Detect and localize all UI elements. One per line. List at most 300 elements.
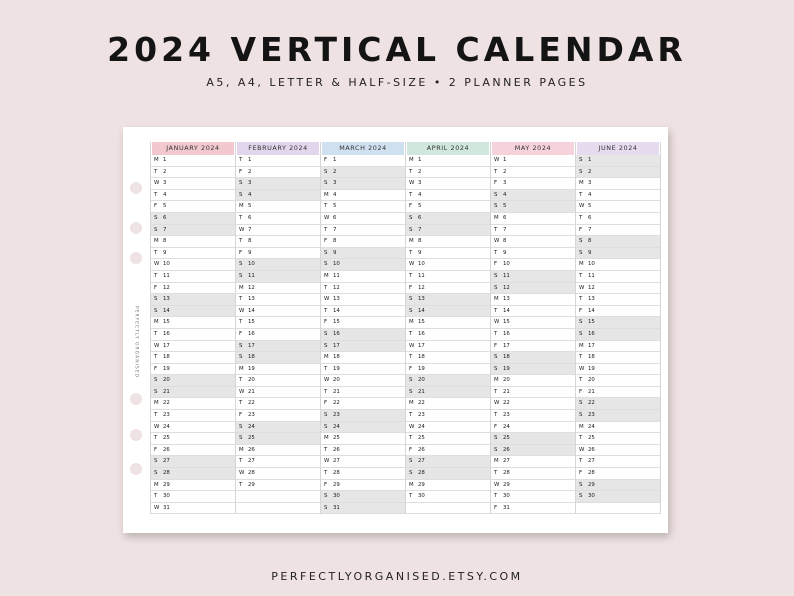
- weekday-letter: S: [154, 470, 158, 477]
- weekday-letter: S: [154, 377, 158, 384]
- weekday-letter: S: [154, 458, 158, 465]
- day-row: [406, 178, 490, 190]
- day-row: [576, 480, 660, 492]
- day-row: [491, 294, 575, 306]
- day-number: 13: [418, 296, 425, 303]
- day-number: 16: [163, 330, 170, 337]
- weekday-letter: F: [409, 284, 413, 291]
- day-row: [151, 167, 235, 179]
- day-number: 12: [163, 284, 170, 291]
- day-number: 2: [418, 168, 422, 175]
- day-number: 23: [333, 412, 340, 419]
- day-number: 14: [588, 307, 595, 314]
- day-number: 17: [418, 342, 425, 349]
- day-row: [491, 364, 575, 376]
- day-number: 21: [248, 388, 255, 395]
- day-row: [321, 283, 405, 295]
- day-row: [491, 422, 575, 434]
- weekday-letter: M: [324, 354, 329, 361]
- day-number: 2: [503, 168, 507, 175]
- weekday-letter: M: [494, 296, 499, 303]
- day-row: [491, 178, 575, 190]
- day-number: 11: [418, 272, 425, 279]
- day-number: 10: [588, 261, 595, 268]
- day-row: [151, 236, 235, 248]
- day-row: [491, 167, 575, 179]
- day-row: [576, 341, 660, 353]
- day-row: [491, 248, 575, 260]
- day-row: [236, 283, 320, 295]
- weekday-letter: W: [579, 284, 585, 291]
- month-column: [321, 142, 406, 514]
- weekday-letter: S: [324, 423, 328, 430]
- day-number: 2: [588, 168, 592, 175]
- day-number: 9: [588, 249, 592, 256]
- day-row: [236, 201, 320, 213]
- day-row: [236, 155, 320, 167]
- month-header: MARCH 2024: [322, 142, 404, 155]
- day-number: 6: [163, 214, 167, 221]
- weekday-letter: T: [409, 249, 413, 256]
- footer-url: PERFECTLYORGANISED.ETSY.COM: [271, 570, 523, 583]
- weekday-letter: F: [324, 238, 328, 245]
- day-row: [406, 341, 490, 353]
- weekday-letter: S: [494, 435, 498, 442]
- weekday-letter: W: [154, 504, 160, 511]
- weekday-letter: S: [494, 203, 498, 210]
- weekday-letter: F: [324, 157, 328, 163]
- day-row: [491, 341, 575, 353]
- weekday-letter: W: [324, 458, 330, 465]
- day-row: [406, 387, 490, 399]
- day-number: 31: [333, 504, 340, 511]
- day-row: [491, 317, 575, 329]
- day-number: 22: [588, 400, 595, 407]
- weekday-letter: M: [324, 272, 329, 279]
- day-row: [236, 433, 320, 445]
- day-number: 12: [503, 284, 510, 291]
- weekday-letter: S: [239, 342, 243, 349]
- day-row: [236, 248, 320, 260]
- day-row: [576, 225, 660, 237]
- day-number: 21: [588, 388, 595, 395]
- day-row: [576, 306, 660, 318]
- weekday-letter: T: [494, 388, 498, 395]
- day-row: [321, 248, 405, 260]
- month-column: [150, 142, 236, 514]
- weekday-letter: S: [324, 493, 328, 500]
- weekday-letter: S: [494, 446, 498, 453]
- day-number: 30: [418, 493, 425, 500]
- weekday-letter: M: [154, 400, 159, 407]
- day-row: [151, 433, 235, 445]
- weekday-letter: S: [154, 214, 158, 221]
- weekday-letter: S: [494, 354, 498, 361]
- day-number: 28: [248, 470, 255, 477]
- day-row: [151, 375, 235, 387]
- day-row: [236, 491, 320, 503]
- day-number: 28: [163, 470, 170, 477]
- weekday-letter: T: [324, 365, 328, 372]
- weekday-letter: F: [324, 400, 328, 407]
- day-number: 7: [588, 226, 592, 233]
- weekday-letter: S: [579, 238, 583, 245]
- day-number: 20: [588, 377, 595, 384]
- day-number: 15: [163, 319, 170, 326]
- day-row: [236, 306, 320, 318]
- day-row: [151, 352, 235, 364]
- day-number: 1: [503, 157, 507, 163]
- weekday-letter: S: [409, 458, 413, 465]
- weekday-letter: W: [239, 470, 245, 477]
- day-row: [406, 213, 490, 225]
- weekday-letter: F: [409, 203, 413, 210]
- day-number: 2: [163, 168, 167, 175]
- day-number: 27: [418, 458, 425, 465]
- weekday-letter: M: [239, 446, 244, 453]
- weekday-letter: W: [494, 481, 500, 488]
- weekday-letter: T: [409, 272, 413, 279]
- day-row: [151, 341, 235, 353]
- day-number: 3: [588, 180, 592, 187]
- day-row: [236, 503, 320, 515]
- day-number: 18: [418, 354, 425, 361]
- day-row: [406, 329, 490, 341]
- day-row: [321, 259, 405, 271]
- day-row: [151, 317, 235, 329]
- day-number: 27: [248, 458, 255, 465]
- weekday-letter: W: [579, 446, 585, 453]
- weekday-letter: T: [154, 493, 158, 500]
- day-number: 3: [333, 180, 337, 187]
- weekday-letter: W: [409, 423, 415, 430]
- weekday-letter: S: [494, 284, 498, 291]
- day-row: [576, 398, 660, 410]
- weekday-letter: M: [579, 261, 584, 268]
- day-number: 19: [333, 365, 340, 372]
- day-row: [576, 445, 660, 457]
- weekday-letter: T: [239, 481, 243, 488]
- weekday-letter: T: [494, 307, 498, 314]
- day-number: 29: [503, 481, 510, 488]
- weekday-letter: W: [239, 226, 245, 233]
- weekday-letter: F: [409, 446, 413, 453]
- weekday-letter: T: [239, 238, 243, 245]
- weekday-letter: S: [409, 296, 413, 303]
- day-row: [321, 410, 405, 422]
- weekday-letter: F: [239, 412, 243, 419]
- weekday-letter: T: [154, 272, 158, 279]
- day-row: [236, 375, 320, 387]
- day-row: [406, 491, 490, 503]
- day-number: 17: [588, 342, 595, 349]
- day-row: [406, 422, 490, 434]
- day-number: 12: [333, 284, 340, 291]
- day-row: [491, 433, 575, 445]
- weekday-letter: S: [239, 191, 243, 198]
- weekday-letter: S: [494, 191, 498, 198]
- day-number: 8: [418, 238, 422, 245]
- weekday-letter: W: [154, 180, 160, 187]
- day-row: [406, 248, 490, 260]
- weekday-letter: S: [409, 470, 413, 477]
- weekday-letter: F: [494, 342, 498, 349]
- weekday-letter: T: [409, 354, 413, 361]
- day-row: [321, 398, 405, 410]
- day-number: 14: [418, 307, 425, 314]
- binder-hole: [130, 393, 142, 405]
- weekday-letter: S: [324, 504, 328, 511]
- weekday-letter: T: [579, 191, 583, 198]
- day-number: 6: [248, 214, 252, 221]
- day-number: 15: [248, 319, 255, 326]
- weekday-letter: M: [494, 377, 499, 384]
- day-row: [491, 225, 575, 237]
- day-number: 13: [333, 296, 340, 303]
- weekday-letter: T: [494, 470, 498, 477]
- weekday-letter: S: [579, 400, 583, 407]
- day-number: 23: [163, 412, 170, 419]
- day-number: 19: [163, 365, 170, 372]
- day-row: [151, 294, 235, 306]
- day-number: 10: [503, 261, 510, 268]
- month-column: [576, 142, 661, 514]
- day-number: 10: [418, 261, 425, 268]
- day-row: [151, 456, 235, 468]
- weekday-letter: S: [579, 330, 583, 337]
- day-number: 27: [163, 458, 170, 465]
- weekday-letter: T: [324, 470, 328, 477]
- day-row: [236, 329, 320, 341]
- day-row: [321, 155, 405, 167]
- weekday-letter: T: [409, 168, 413, 175]
- day-row: [491, 445, 575, 457]
- day-number: 15: [503, 319, 510, 326]
- binder-hole: [130, 252, 142, 264]
- weekday-letter: W: [579, 203, 585, 210]
- day-number: 21: [333, 388, 340, 395]
- day-row: [151, 410, 235, 422]
- weekday-letter: M: [324, 191, 329, 198]
- day-row: [151, 398, 235, 410]
- weekday-letter: W: [239, 307, 245, 314]
- day-row: [151, 329, 235, 341]
- day-number: 15: [588, 319, 595, 326]
- day-row: [236, 352, 320, 364]
- day-row: [236, 271, 320, 283]
- day-number: 8: [163, 238, 167, 245]
- weekday-letter: M: [409, 157, 414, 163]
- weekday-letter: T: [324, 284, 328, 291]
- day-number: 14: [503, 307, 510, 314]
- weekday-letter: T: [494, 330, 498, 337]
- day-row: [236, 445, 320, 457]
- weekday-letter: F: [239, 168, 243, 175]
- weekday-letter: T: [239, 319, 243, 326]
- day-row: [321, 468, 405, 480]
- day-number: 13: [503, 296, 510, 303]
- day-number: 28: [503, 470, 510, 477]
- weekday-letter: S: [579, 157, 583, 163]
- day-number: 31: [503, 504, 510, 511]
- weekday-letter: S: [324, 249, 328, 256]
- day-row: [491, 387, 575, 399]
- day-number: 8: [503, 238, 507, 245]
- day-number: 9: [418, 249, 422, 256]
- day-number: 4: [418, 191, 422, 198]
- day-row: [491, 491, 575, 503]
- day-number: 1: [163, 157, 167, 163]
- binder-hole: [130, 222, 142, 234]
- day-row: [321, 480, 405, 492]
- weekday-letter: S: [409, 388, 413, 395]
- day-row: [576, 352, 660, 364]
- day-row: [321, 364, 405, 376]
- weekday-letter: T: [579, 272, 583, 279]
- day-row: [151, 445, 235, 457]
- day-row: [236, 294, 320, 306]
- weekday-letter: W: [324, 214, 330, 221]
- day-row: [151, 306, 235, 318]
- day-number: 4: [333, 191, 337, 198]
- day-row: [321, 456, 405, 468]
- day-row: [576, 410, 660, 422]
- weekday-letter: F: [324, 319, 328, 326]
- weekday-letter: S: [409, 307, 413, 314]
- day-row: [491, 283, 575, 295]
- day-number: 19: [418, 365, 425, 372]
- day-row: [406, 236, 490, 248]
- day-row: [576, 422, 660, 434]
- month-header: MAY 2024: [492, 142, 574, 155]
- day-number: 14: [248, 307, 255, 314]
- day-number: 13: [588, 296, 595, 303]
- day-row: [491, 155, 575, 167]
- day-row: [321, 190, 405, 202]
- weekday-letter: T: [494, 249, 498, 256]
- weekday-letter: T: [409, 493, 413, 500]
- day-number: 24: [418, 423, 425, 430]
- day-row: [406, 503, 490, 515]
- day-number: 23: [588, 412, 595, 419]
- day-number: 9: [163, 249, 167, 256]
- weekday-letter: S: [324, 168, 328, 175]
- day-row: [151, 201, 235, 213]
- weekday-letter: T: [494, 168, 498, 175]
- day-number: 16: [588, 330, 595, 337]
- day-row: [406, 317, 490, 329]
- day-number: 1: [588, 157, 592, 163]
- day-number: 16: [248, 330, 255, 337]
- weekday-letter: M: [239, 203, 244, 210]
- weekday-letter: M: [239, 365, 244, 372]
- day-row: [491, 271, 575, 283]
- day-number: 27: [333, 458, 340, 465]
- day-number: 26: [503, 446, 510, 453]
- day-row: [321, 422, 405, 434]
- calendar-page: [123, 127, 668, 533]
- weekday-letter: F: [154, 284, 158, 291]
- weekday-letter: S: [579, 249, 583, 256]
- weekday-letter: T: [579, 377, 583, 384]
- weekday-letter: F: [579, 470, 583, 477]
- day-row: [151, 422, 235, 434]
- day-number: 8: [248, 238, 252, 245]
- day-number: 28: [588, 470, 595, 477]
- brand-vertical-text: PERFECTLY ORGANISED: [133, 305, 139, 379]
- day-number: 22: [503, 400, 510, 407]
- month-header: JANUARY 2024: [152, 142, 234, 155]
- weekday-letter: F: [579, 388, 583, 395]
- weekday-letter: F: [239, 249, 243, 256]
- weekday-letter: F: [579, 226, 583, 233]
- weekday-letter: S: [154, 226, 158, 233]
- day-row: [576, 213, 660, 225]
- day-number: 25: [418, 435, 425, 442]
- day-row: [236, 225, 320, 237]
- weekday-letter: T: [154, 191, 158, 198]
- day-row: [576, 317, 660, 329]
- weekday-letter: S: [239, 435, 243, 442]
- day-row: [151, 190, 235, 202]
- weekday-letter: T: [154, 354, 158, 361]
- day-number: 28: [333, 470, 340, 477]
- day-row: [576, 271, 660, 283]
- weekday-letter: S: [154, 307, 158, 314]
- day-number: 21: [503, 388, 510, 395]
- day-number: 25: [588, 435, 595, 442]
- day-row: [406, 456, 490, 468]
- day-row: [406, 398, 490, 410]
- weekday-letter: T: [239, 214, 243, 221]
- day-row: [151, 178, 235, 190]
- day-row: [576, 364, 660, 376]
- day-number: 24: [333, 423, 340, 430]
- day-number: 8: [588, 238, 592, 245]
- day-number: 29: [163, 481, 170, 488]
- day-row: [406, 433, 490, 445]
- weekday-letter: T: [324, 226, 328, 233]
- weekday-letter: W: [579, 365, 585, 372]
- day-row: [406, 225, 490, 237]
- day-number: 29: [418, 481, 425, 488]
- day-number: 9: [333, 249, 337, 256]
- month-column: [491, 142, 576, 514]
- binder-hole: [130, 182, 142, 194]
- day-number: 6: [333, 214, 337, 221]
- day-row: [321, 341, 405, 353]
- weekday-letter: T: [579, 354, 583, 361]
- day-row: [576, 503, 660, 515]
- weekday-letter: S: [409, 226, 413, 233]
- day-number: 26: [248, 446, 255, 453]
- day-row: [151, 387, 235, 399]
- day-row: [576, 283, 660, 295]
- day-number: 21: [418, 388, 425, 395]
- weekday-letter: S: [239, 354, 243, 361]
- day-number: 5: [333, 203, 337, 210]
- weekday-letter: F: [239, 330, 243, 337]
- weekday-letter: T: [239, 157, 243, 163]
- weekday-letter: F: [494, 504, 498, 511]
- day-number: 6: [588, 214, 592, 221]
- day-number: 11: [503, 272, 510, 279]
- weekday-letter: F: [154, 446, 158, 453]
- day-number: 3: [503, 180, 507, 187]
- day-number: 26: [418, 446, 425, 453]
- weekday-letter: M: [324, 435, 329, 442]
- day-row: [321, 433, 405, 445]
